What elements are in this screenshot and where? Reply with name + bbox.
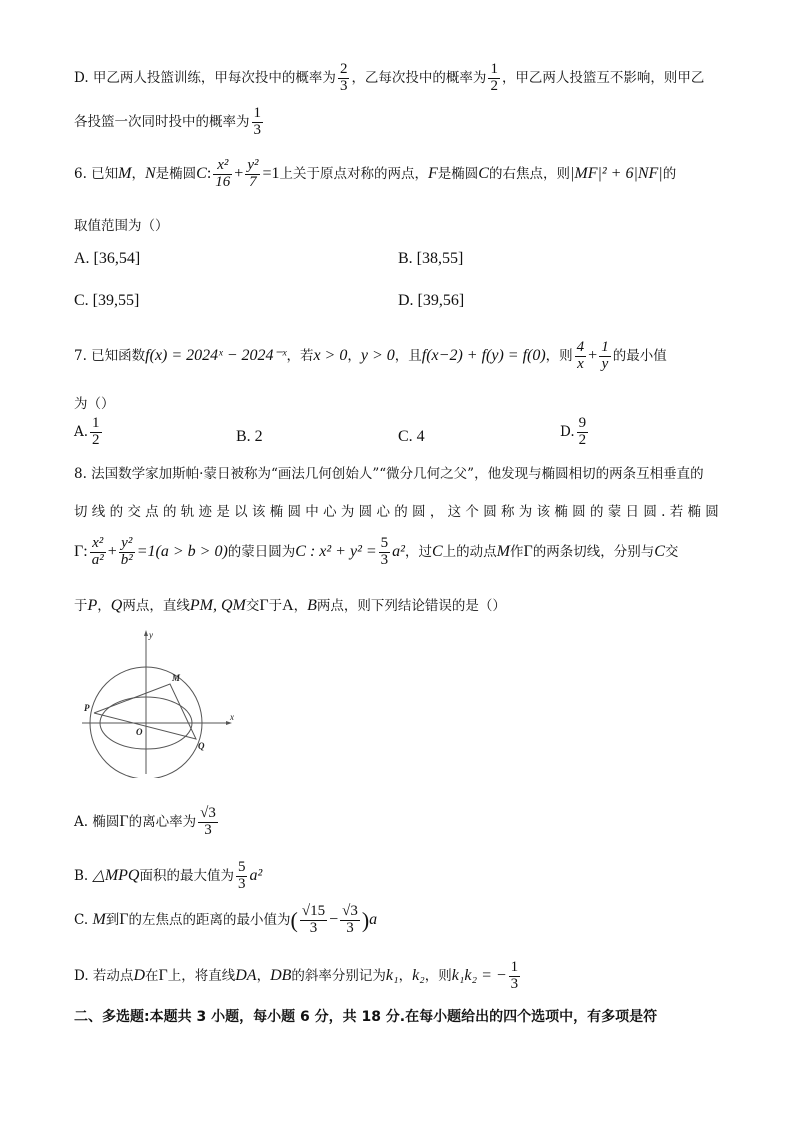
fraction: $\frac{1}{3}$ — [253, 105, 261, 138]
math-var: B — [307, 597, 317, 614]
q6-text: 上关于原点对称的两点， — [279, 165, 429, 182]
q8-text: A. 椭圆 — [74, 813, 120, 830]
math-var: M — [118, 164, 132, 182]
math-var: M — [496, 542, 510, 560]
fraction: $\frac{9}{2}$ — [578, 415, 587, 448]
q8-text: 交 — [245, 598, 260, 614]
q8-text: 上，将直线 — [167, 967, 236, 984]
q6-text: 是椭圆 — [437, 165, 479, 182]
math-var: DB — [270, 966, 292, 984]
math-expr: k₁k₂ = − — [451, 966, 507, 984]
q8-text: 交 — [664, 543, 679, 560]
math-expr: a² — [249, 866, 263, 884]
question-6-line2 — [74, 214, 169, 234]
math-var: DA — [235, 966, 257, 984]
q8-text: 在 — [145, 967, 159, 984]
q8-text: C. — [74, 911, 89, 928]
question-8-line4: 于P，Q两点，直线PM, QM交Γ于A，B两点，则下列结论错误的是（） — [74, 597, 506, 614]
fraction: $\frac{1}{3}$ — [510, 959, 519, 992]
q8-text: 作 — [509, 543, 524, 560]
fraction: $\frac{√3}{3}$ — [200, 805, 216, 838]
math-var: N — [145, 164, 156, 182]
question-8-line3: Γ: $\frac{\text{x²}}{\text{a²}}$ + $\frac{\text{y²}}{\text{b²}}$ =1(a > b > 0)的蒙日圆为C : x² + y² = $\frac{5}{3}$ a²，过C上的动点M作Γ的两条切线，分别与C交 — [74, 535, 679, 568]
fraction: $\frac{\text{y²}}{\text{b²}}$ — [120, 535, 133, 568]
q5d-text: 各投篮一次同时投中的概率为 — [74, 113, 250, 130]
math-var: C — [654, 542, 665, 560]
label-p: P — [84, 703, 90, 713]
q8-text: ，则 — [424, 967, 452, 984]
q8-text: 两点，直线 — [122, 598, 190, 614]
option-label: A. — [74, 423, 89, 440]
q6-option-d: D. [39,56] — [398, 292, 465, 309]
math-var: Q — [110, 597, 123, 614]
fraction: $\frac{\text{y²}}{7}$ — [247, 157, 259, 190]
math-var: k₁ — [385, 966, 399, 984]
question-6 — [74, 158, 676, 191]
q7-option-a — [74, 416, 104, 449]
q8-text: 于 — [74, 598, 88, 614]
q8-text: 的蒙日圆为 — [227, 543, 296, 560]
math-expr: C : x² + y² = — [295, 542, 377, 560]
fraction: $\frac{\text{x²}}{\text{a²}}$ — [91, 535, 104, 568]
q6-text: 的右焦点，则 — [488, 165, 570, 182]
punct: ， — [256, 967, 271, 984]
question-8-line2: 切 线 的 交 点 的 轨 迹 是 以 该 椭 圆 中 心 为 圆 心 的 圆 ， 这 个 圆 称 为 该 椭 圆 的 蒙 日 圆 . 若 椭 圆 — [74, 504, 719, 520]
q8-text: 的左焦点的距离的最小值为 — [128, 911, 291, 928]
math-op: + — [234, 164, 244, 182]
q6-option-b: B. [38,55] — [398, 250, 464, 267]
fraction: $\frac{1}{2}$ — [490, 61, 498, 94]
fraction: $\frac{5}{3}$ — [237, 859, 246, 892]
q6-option-a: A. [36,54] — [74, 250, 141, 267]
math-op: =1 — [262, 164, 280, 182]
label-q: Q — [198, 741, 205, 751]
q8-text: D. 若动点 — [74, 967, 134, 984]
math-expr: |MF|² + 6|NF| — [569, 164, 663, 182]
q5-option-d-line2 — [74, 106, 265, 139]
q7-option-d — [560, 416, 590, 449]
q7-text: 的最小值 — [612, 347, 667, 364]
fraction: $\frac{2}{3}$ — [339, 61, 348, 94]
q8-text: 到 — [105, 911, 120, 928]
q6-text: 6. 已知 — [74, 165, 119, 182]
math-var: D — [133, 966, 145, 984]
q5-option-d — [74, 62, 704, 95]
punct: ， — [97, 598, 111, 614]
fraction: $\frac{1}{2}$ — [92, 415, 100, 448]
math-expr: y > 0 — [360, 346, 395, 364]
punct: ， — [131, 165, 145, 182]
math-var: C — [431, 542, 443, 560]
math-var: k₂ — [412, 966, 425, 984]
fraction: $\frac{√15}{3}$ — [301, 903, 326, 936]
math-var: P — [87, 597, 98, 614]
math-var: A — [282, 597, 294, 614]
q8-text: 于 — [268, 598, 283, 614]
q8-text: 的离心率为 — [128, 813, 197, 830]
q8-text: 的两条切线，分别与 — [532, 543, 655, 560]
q6-option-c: C. [39,55] — [74, 292, 140, 309]
math-var: F — [428, 164, 438, 182]
label-m: M — [172, 673, 181, 683]
question-7: 7. 已知函数f(x) = 2024ˣ − 2024⁻ˣ，若x > 0，y > 0，且f(x−2) + f(y) = f(0)，则 $\frac{4}{x}$ + $\frac{1}{y}$ 的最小值 — [74, 339, 667, 372]
q7-text: ，且 — [394, 347, 422, 364]
q8-option-d: D. 若动点D在Γ上，将直线DA，DB的斜率分别记为k₁，k₂，则k₁k₂ = − $\frac{1}{3}$ — [74, 959, 519, 992]
q8-text: ，过 — [404, 543, 432, 560]
math-var: Γ: — [74, 542, 88, 560]
q7-text: 7. 已知函数 — [74, 347, 146, 364]
q7-text: 为（） — [74, 396, 115, 412]
fraction: $\frac{√3}{3}$ — [342, 903, 358, 936]
fraction: $\frac{5}{3}$ — [380, 535, 389, 568]
punct: : — [206, 164, 212, 182]
math-var: M — [92, 910, 106, 928]
math-expr: a² — [392, 542, 405, 560]
y-axis-arrow — [144, 630, 148, 636]
punct: ， — [347, 347, 361, 364]
q6-text: 取值范围为（） — [74, 218, 169, 234]
q8-text: 的斜率分别记为 — [291, 967, 386, 984]
tangent-lines — [94, 684, 196, 739]
option-label: D. — [560, 423, 575, 440]
q7-text: ，则 — [545, 347, 573, 364]
q8-text: 两点，则下列结论错误的是（） — [316, 598, 506, 614]
monge-circle-figure — [78, 628, 248, 778]
q5d-text: D. 甲乙两人投篮训练，甲每次投中的概率为 — [74, 69, 336, 86]
label-o: O — [136, 727, 143, 737]
q8-text: 上的动点 — [442, 543, 497, 560]
q6-text: 的 — [662, 165, 677, 182]
math-expr: =1(a > b > 0) — [136, 542, 228, 560]
q7-option-b: B. 2 — [236, 428, 263, 445]
label-x: x — [230, 712, 234, 722]
math-expr: △MPQ — [92, 866, 140, 884]
math-expr: PM, QM — [189, 597, 246, 614]
question-7-line2 — [74, 392, 115, 412]
question-8-line1: 8. 法国数学家加斯帕·蒙日被称为“画法几何创始人”“微分几何之父”，他发现与椭圆相切的两条互相垂直的 — [74, 466, 704, 482]
q8-text: 面积的最大值为 — [139, 867, 234, 884]
section-2-heading: 二、多选题:本题共 3 小题，每小题 6 分，共 18 分.在每小题给出的四个选项中，有多项是符 — [74, 1009, 658, 1025]
label-y: y — [149, 630, 153, 640]
fraction: $\frac{4}{x}$ — [576, 339, 585, 372]
q7-text: ，若 — [286, 347, 314, 364]
punct: ， — [398, 967, 413, 984]
q8-option-b — [74, 860, 262, 893]
fraction: $\frac{\text{x²}}{16}$ — [215, 157, 231, 190]
q8-text: B. — [74, 867, 89, 884]
q8-option-a: A. 椭圆Γ的离心率为 $\frac{√3}{3}$ — [74, 805, 216, 838]
q7-option-c: C. 4 — [398, 428, 425, 445]
q5d-text: ，乙每次投中的概率为 — [351, 69, 487, 86]
punct: ， — [293, 598, 308, 614]
math-expr: f(x−2) + f(y) = f(0) — [421, 346, 546, 364]
fraction: $\frac{1}{y}$ — [601, 339, 609, 372]
math-var: C — [478, 164, 489, 182]
math-var: C — [196, 164, 207, 182]
math-expr: f(x) = 2024ˣ − 2024⁻ˣ — [145, 346, 287, 364]
q8-option-c: C. M到Γ的左焦点的距离的最小值为( $\frac{√15}{3}$ − $\frac{√3}{3}$ )a — [74, 903, 378, 936]
math-expr: x > 0 — [313, 346, 348, 364]
q6-text: 是椭圆 — [155, 165, 197, 182]
q5d-text: ，甲乙两人投篮互不影响，则甲乙 — [501, 69, 705, 86]
math-var: a — [369, 910, 378, 928]
